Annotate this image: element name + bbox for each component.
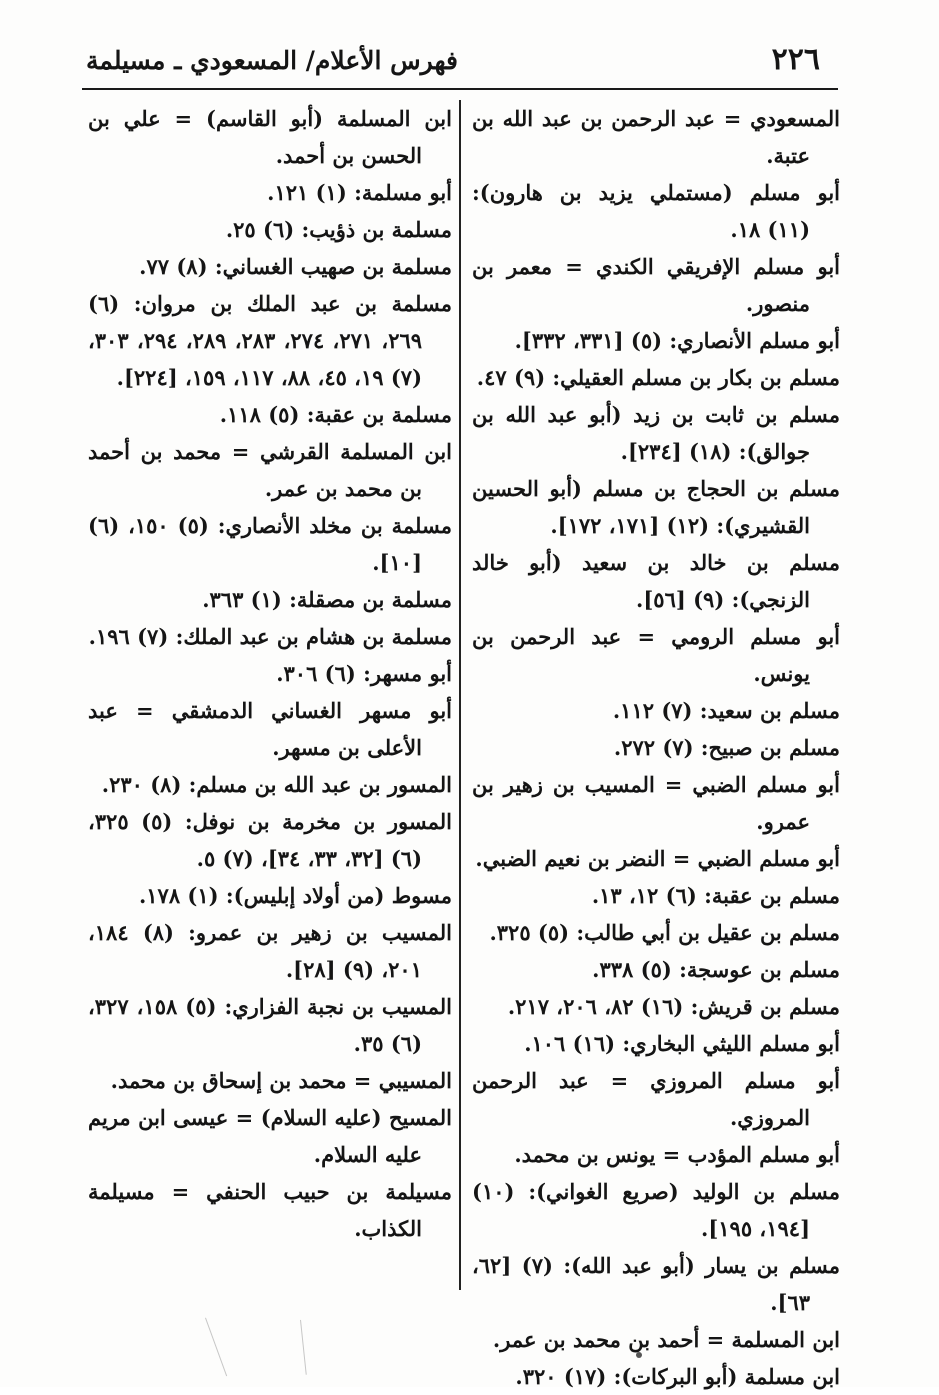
index-entry: أبو مسهر: (٦) ٣٠٦.	[276, 661, 452, 686]
index-entry: أبو مسلم المروزي = عبد الرحمن المروزي.	[472, 1068, 840, 1130]
index-entry: مسلمة بن ذؤيب: (٦) ٢٥.	[225, 217, 452, 242]
scan-artifact-line	[205, 1318, 227, 1377]
index-entry: أبو مسلم الليثي البخاري: (١٦) ١٠٦.	[524, 1031, 840, 1056]
running-title: فهرس الأعلام/ المسعودي ـ مسيلمة	[86, 46, 458, 75]
index-entry: مسلم بن سعيد: (٧) ١١٢.	[612, 698, 840, 723]
index-entry: المسور بن مخرمة بن نوفل: (٥) ٣٢٥، (٦) [٣٢، ٣٣، ٣٤]، (٧) ٥.	[88, 809, 452, 871]
index-entry: مسلم بن ثابت بن زيد (أبو عبد الله بن جوالق): (١٨) [٢٣٤].	[472, 402, 840, 464]
index-entry: مسلم بن الحجاج بن مسلم (أبو الحسين القشيري): (١٢) [١٧١، ١٧٢].	[472, 476, 840, 538]
index-entry: المسعودي = عبد الرحمن بن عبد الله بن عتبة.	[472, 106, 840, 168]
index-entry: أبو مسلم الرومي = عبد الرحمن بن يونس.	[472, 624, 840, 686]
index-entry: ابن مسلمة (أبو البركات): (١٧) ٣٢٠.	[515, 1364, 840, 1389]
right-column	[472, 100, 840, 1395]
index-entry: ابن المسلمة = أحمد بن محمد بن عمر.	[492, 1327, 840, 1352]
index-entry: مسلمة بن عبد الملك بن مروان: (٦) ٢٦٩، ٢٧١، ٢٧٤، ٢٨٣، ٢٨٩، ٢٩٤، ٣٠٣، (٧) ١٩، ٤٥، ٨٨، ١١٧، ١٥٩، [٢٢٤].	[88, 291, 452, 390]
index-entry: مسلم بن خالد بن سعيد (أبو خالد الزنجي): (٩) [٥٦].	[472, 550, 840, 612]
scan-artifact-dot	[636, 1352, 642, 1358]
index-entry: مسلمة بن هشام بن عبد الملك: (٧) ١٩٦.	[88, 624, 452, 649]
index-entry: أبو مسلم الضبي = النضر بن نعيم الضبي.	[475, 846, 840, 871]
index-entry: أبو مسهر الغساني الدمشقي = عبد الأعلى بن مسهر.	[88, 698, 452, 760]
index-entry: ابن المسلمة القرشي = محمد بن أحمد بن محمد بن عمر.	[88, 439, 452, 501]
index-entry: المسيب بن زهير بن عمرو: (٨) ١٨٤، ٢٠١، (٩) [٢٨].	[88, 920, 452, 982]
index-entry: مسلم بن عوسجة: (٥) ٣٣٨.	[592, 957, 840, 982]
index-entry: أبو مسلم (مستملي يزيد بن هارون): (١١) ١٨.	[472, 180, 840, 242]
index-entry: مسلمة بن عقبة: (٥) ١١٨.	[219, 402, 452, 427]
index-entry: أبو مسلم الإفريقي الكندي = معمر بن منصور.	[472, 254, 840, 316]
index-entry: مسلم بن عقبة: (٦) ١٢، ١٣.	[591, 883, 840, 908]
index-entry: أبو مسلم المؤدب = يونس بن محمد.	[514, 1142, 840, 1167]
page-header	[80, 38, 838, 86]
column-divider	[459, 100, 461, 1290]
index-entry: المسور بن عبد الله بن مسلم: (٨) ٢٣٠.	[101, 772, 452, 797]
index-entry: مسلمة بن مصقلة: (١) ٣٦٣.	[202, 587, 452, 612]
scan-artifact-line	[300, 1320, 307, 1375]
left-column	[88, 100, 452, 1247]
index-entry: مسلم بن عقيل بن أبي طالب: (٥) ٣٢٥.	[489, 920, 840, 945]
index-entry: أبو مسلم الضبي = المسيب بن زهير بن عمرو.	[472, 772, 840, 834]
index-entry: أبو مسلمة: (١) ١٢١.	[267, 180, 452, 205]
index-entry: مسلم بن بكار بن مسلم العقيلي: (٩) ٤٧.	[476, 365, 840, 390]
index-entry: المسيب بن نجبة الفزاري: (٥) ١٥٨، ٣٢٧، (٦) ٣٥.	[88, 994, 452, 1056]
index-entry: مسيلمة بن حبيب الحنفي = مسيلمة الكذاب.	[88, 1179, 452, 1241]
index-entry: مسوط (من أولاد إبليس): (١) ١٧٨.	[138, 883, 452, 908]
index-entry: ابن المسلمة (أبو القاسم) = علي بن الحسن بن أحمد.	[88, 106, 452, 168]
index-entry: المسيبي = محمد بن إسحاق بن محمد.	[110, 1068, 452, 1093]
index-entry: مسلم بن يسار (أبو عبد الله): (٧) [٦٢، ٦٣].	[472, 1253, 841, 1315]
index-entry: مسلم بن قريش: (١٦) ٨٢، ٢٠٦، ٢١٧.	[507, 994, 840, 1019]
index-entry: مسلمة بن صهيب الغساني: (٨) ٧٧.	[139, 254, 452, 279]
index-entry: مسلم بن صبيح: (٧) ٢٧٢.	[613, 735, 840, 760]
index-entry: أبو مسلم الأنصاري: (٥) [٣٣١، ٣٣٢].	[514, 328, 840, 353]
header-rule	[82, 88, 838, 90]
page-number: ٢٢٦	[771, 42, 820, 77]
index-entry: المسيح (عليه السلام) = عيسى ابن مريم عليه السلام.	[88, 1105, 452, 1167]
index-entry: مسلمة بن مخلد الأنصاري: (٥) ١٥٠، (٦) [١٠].	[88, 513, 452, 575]
index-entry: مسلم بن الوليد (صريع الغواني): (١٠) [١٩٤، ١٩٥].	[472, 1179, 840, 1241]
